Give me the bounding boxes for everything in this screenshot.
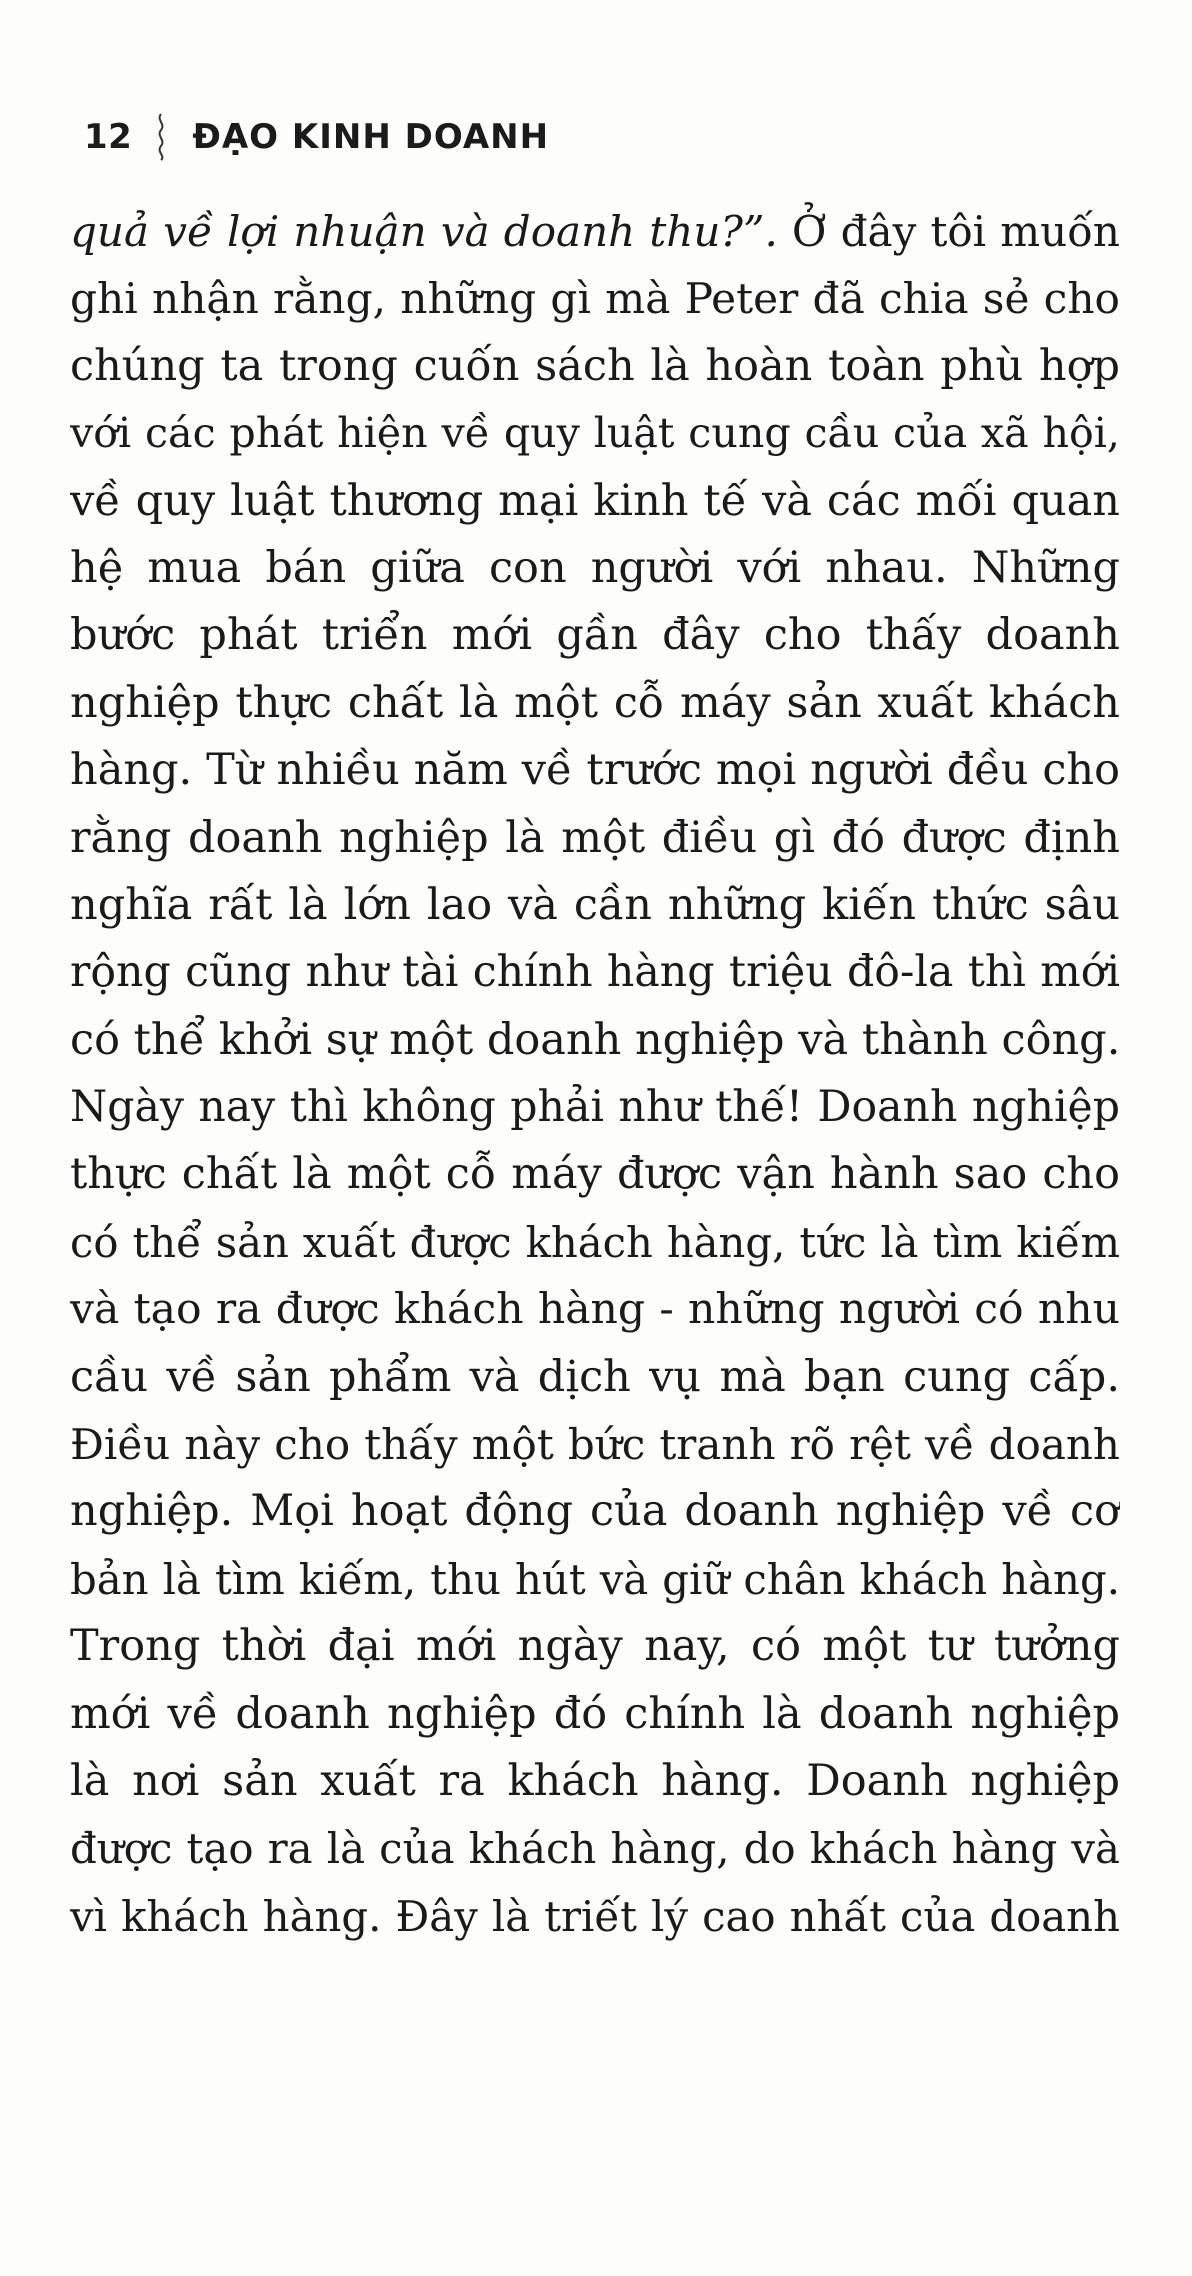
text-line: rộng cũng như tài chính hàng triệu đô-la thì mới bbox=[70, 947, 1120, 998]
running-header bbox=[84, 112, 549, 162]
text-line: mới về doanh nghiệp đó chính là doanh nghiệp bbox=[70, 1688, 1120, 1739]
text-line: rằng doanh nghiệp là một điều gì đó được định bbox=[70, 812, 1120, 863]
text-line: có thể sản xuất được khách hàng, tức là tìm kiếm bbox=[70, 1217, 1120, 1267]
text-line: với các phát hiện về quy luật cung cầu của xã hội, bbox=[70, 409, 1120, 458]
running-title: ĐẠO KINH DOANH bbox=[192, 117, 550, 157]
text-line: hàng. Từ nhiều năm về trước mọi người đều cho bbox=[70, 745, 1120, 796]
page-number: 12 bbox=[84, 117, 133, 157]
text-line: cầu về sản phẩm và dịch vụ mà bạn cung cấp. bbox=[70, 1351, 1120, 1402]
text-line: bước phát triển mới gần đây cho thấy doanh bbox=[70, 610, 1120, 661]
text-line: nghiệp. Mọi hoạt động của doanh nghiệp về cơ bbox=[70, 1486, 1120, 1537]
text-line: và tạo ra được khách hàng - những người có nhu bbox=[70, 1285, 1120, 1335]
text-line: có thể khởi sự một doanh nghiệp và thành công. bbox=[70, 1014, 1120, 1065]
text-line-rest: Ở đây tôi muốn bbox=[777, 207, 1120, 256]
italic-quote: quả về lợi nhuận và doanh thu?”. bbox=[70, 207, 778, 256]
text-line: vì khách hàng. Đây là triết lý cao nhất của doanh bbox=[70, 1891, 1120, 1941]
text-line: thực chất là một cỗ máy được vận hành sao cho bbox=[70, 1149, 1120, 1200]
text-line: Điều này cho thấy một bức tranh rõ rệt về doanh bbox=[70, 1420, 1120, 1470]
text-line: chúng ta trong cuốn sách là hoàn toàn phù hợp bbox=[70, 340, 1120, 391]
text-line: về quy luật thương mại kinh tế và các mối quan bbox=[70, 475, 1120, 526]
header-divider-ornament-icon bbox=[154, 112, 168, 162]
body-text bbox=[70, 198, 1120, 1950]
text-line: hệ mua bán giữa con người với nhau. Những bbox=[70, 542, 1120, 593]
text-line bbox=[70, 198, 1120, 265]
text-line: nghĩa rất là lớn lao và cần những kiến thức sâu bbox=[70, 879, 1120, 930]
text-line: Trong thời đại mới ngày nay, có một tư tưởng bbox=[70, 1621, 1120, 1672]
text-line: ghi nhận rằng, những gì mà Peter đã chia sẻ cho bbox=[70, 274, 1120, 324]
text-line: nghiệp thực chất là một cỗ máy sản xuất khách bbox=[70, 677, 1120, 728]
text-line: được tạo ra là của khách hàng, do khách hàng và bbox=[70, 1824, 1120, 1874]
text-line: Ngày nay thì không phải như thế! Doanh nghiệp bbox=[70, 1082, 1120, 1133]
text-line: là nơi sản xuất ra khách hàng. Doanh nghiệp bbox=[70, 1755, 1120, 1806]
text-line: bản là tìm kiếm, thu hút và giữ chân khách hàng. bbox=[70, 1554, 1120, 1604]
